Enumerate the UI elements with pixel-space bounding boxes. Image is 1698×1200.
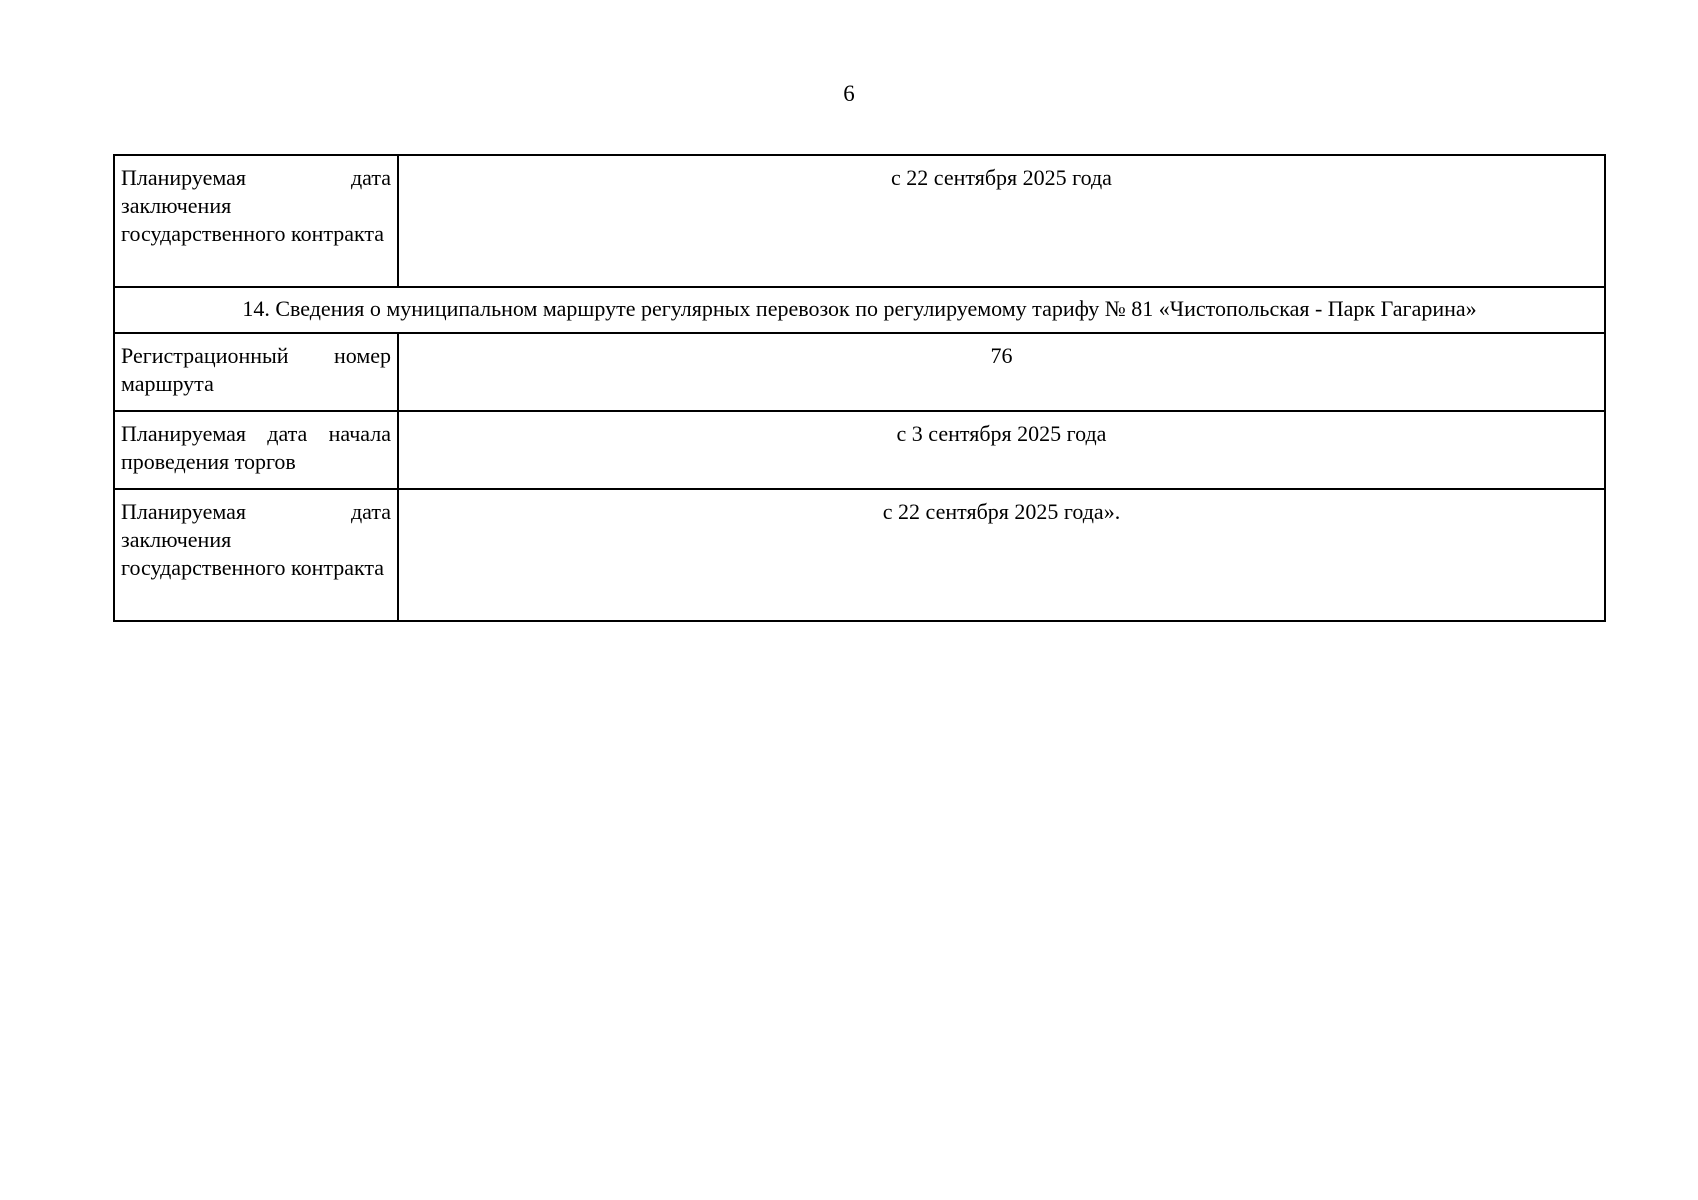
row-label-registration-number: Регистрационный номер маршрута xyxy=(114,333,398,411)
page-number: 6 xyxy=(843,81,855,106)
table-row xyxy=(114,489,1605,621)
row-value-tender-start-date: с 3 сентября 2025 года xyxy=(398,411,1605,489)
row-label-contract-date: Планируемая дата заключения государственного контракта xyxy=(114,155,398,287)
row-value-registration-number: 76 xyxy=(398,333,1605,411)
table-row xyxy=(114,333,1605,411)
table-row xyxy=(114,287,1605,333)
row-value-contract-date: с 22 сентября 2025 года». xyxy=(398,489,1605,621)
table-row xyxy=(114,411,1605,489)
row-label-tender-start-date: Планируемая дата начала проведения торгов xyxy=(114,411,398,489)
section-heading-route-81: 14. Сведения о муниципальном маршруте регулярных перевозок по регулируемому тарифу № 81 «Чистопольская - Парк Гагарина» xyxy=(114,287,1605,333)
table-row xyxy=(114,155,1605,287)
row-value-contract-date: с 22 сентября 2025 года xyxy=(398,155,1605,287)
route-info-table xyxy=(113,154,1606,622)
row-label-contract-date: Планируемая дата заключения государственного контракта xyxy=(114,489,398,621)
